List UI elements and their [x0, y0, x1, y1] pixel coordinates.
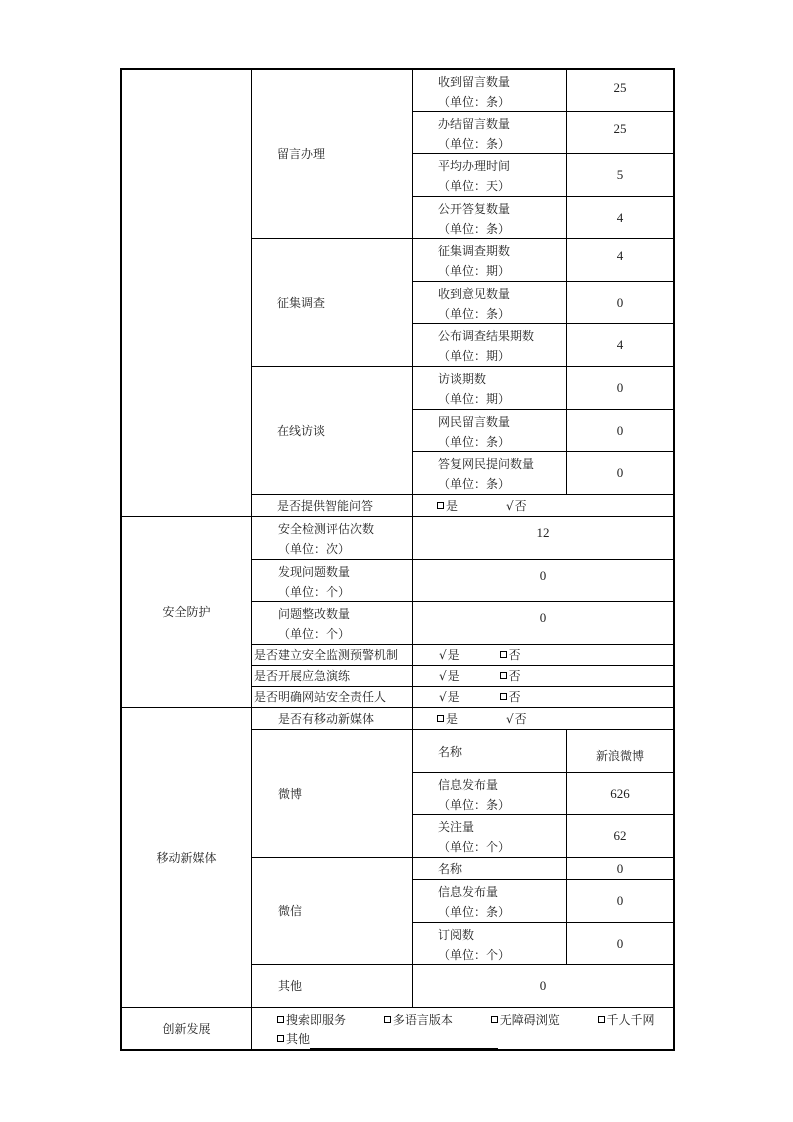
- option-yes-checked: √是: [439, 669, 460, 683]
- checkbox-empty-icon: [500, 672, 507, 679]
- other-blank-line: [310, 1035, 498, 1049]
- option-no: 否: [500, 687, 521, 707]
- value-other: 0: [412, 964, 675, 1008]
- group-wechat: 微信: [251, 857, 413, 965]
- label-security-fixed: 问题整改数量 （单位：个）: [251, 601, 413, 645]
- label-wechat-posts: 信息发布量 （单位：条）: [412, 879, 567, 923]
- section-cell-top: [120, 68, 252, 517]
- innovation-options: [251, 1007, 675, 1051]
- option-accessible: 无障碍浏览: [491, 1013, 560, 1027]
- value-security-assess: 12: [412, 516, 675, 560]
- options-has-mobile: [412, 707, 675, 730]
- group-messages: 留言办理: [251, 68, 413, 239]
- value-resolved-messages: 25: [566, 111, 675, 154]
- section-innovation: 创新发展: [120, 1007, 252, 1051]
- value-wechat-subs: 0: [566, 922, 675, 965]
- value-netizen-messages: 0: [566, 409, 675, 452]
- group-other: 其他: [251, 964, 413, 1008]
- label-resolved-messages: 办结留言数量 （单位：条）: [412, 111, 567, 154]
- group-weibo: 微博: [251, 729, 413, 858]
- value-answers: 0: [566, 451, 675, 495]
- label-avg-time: 平均办理时间 （单位：天）: [412, 153, 567, 197]
- label-survey-results: 公布调查结果期数 （单位：期）: [412, 323, 567, 367]
- checkbox-empty-icon: [437, 502, 444, 509]
- checkbox-empty-icon: [491, 1016, 498, 1023]
- section-mobile: 移动新媒体: [120, 707, 252, 1008]
- value-weibo-name: 新浪微博: [566, 729, 675, 773]
- option-yes-checked: √是: [439, 690, 460, 704]
- options-security-warning: [412, 644, 675, 666]
- option-yes: 是: [437, 496, 458, 516]
- option-personalized: 千人千网: [598, 1013, 655, 1027]
- label-public-reply: 公开答复数量 （单位：条）: [412, 196, 567, 239]
- options-security-drill: [412, 665, 675, 687]
- checkbox-empty-icon: [437, 715, 444, 722]
- option-no-checked: √否: [506, 498, 527, 513]
- section-security: 安全防护: [120, 516, 252, 708]
- check-mark-icon: √: [506, 498, 514, 513]
- label-weibo-name: 名称: [412, 729, 567, 773]
- statistics-table: [120, 68, 675, 1051]
- innovation-row-2: [277, 1030, 673, 1049]
- label-wechat-name: 名称: [412, 857, 567, 880]
- option-no-checked: √否: [506, 711, 527, 726]
- check-mark-icon: √: [439, 669, 447, 683]
- value-wechat-posts: 0: [566, 879, 675, 923]
- check-mark-icon: √: [439, 690, 447, 704]
- option-yes: 是: [437, 709, 458, 729]
- label-netizen-messages: 网民留言数量 （单位：条）: [412, 409, 567, 452]
- label-smart-answer: 是否提供智能问答: [251, 494, 413, 517]
- label-weibo-followers: 关注量 （单位：个）: [412, 814, 567, 858]
- check-mark-icon: √: [506, 711, 514, 726]
- check-mark-icon: √: [439, 648, 447, 662]
- checkbox-empty-icon: [500, 651, 507, 658]
- option-no: 否: [500, 645, 521, 665]
- label-opinions: 收到意见数量 （单位：条）: [412, 281, 567, 324]
- label-security-drill: 是否开展应急演练: [251, 665, 413, 687]
- label-security-warning: 是否建立安全监测预警机制: [251, 644, 413, 666]
- innovation-row-1: [277, 1011, 673, 1030]
- label-received-messages: 收到留言数量 （单位：条）: [412, 68, 567, 112]
- label-security-issues: 发现问题数量 （单位：个）: [251, 559, 413, 602]
- value-avg-time: 5: [566, 153, 675, 197]
- option-other: 其他: [277, 1032, 498, 1046]
- value-survey-periods: 4: [566, 238, 675, 282]
- value-security-fixed: 0: [412, 601, 675, 645]
- options-security-responsible: [412, 686, 675, 708]
- value-weibo-followers: 62: [566, 814, 675, 858]
- value-survey-results: 4: [566, 323, 675, 367]
- option-multilang: 多语言版本: [384, 1013, 453, 1027]
- value-opinions: 0: [566, 281, 675, 324]
- option-search-service: 搜索即服务: [277, 1013, 346, 1027]
- checkbox-empty-icon: [277, 1035, 284, 1042]
- checkbox-empty-icon: [384, 1016, 391, 1023]
- label-wechat-subs: 订阅数 （单位：个）: [412, 922, 567, 965]
- option-yes-checked: √是: [439, 648, 460, 662]
- label-security-responsible: 是否明确网站安全责任人: [251, 686, 413, 708]
- label-weibo-posts: 信息发布量 （单位：条）: [412, 772, 567, 815]
- label-survey-periods: 征集调查期数 （单位：期）: [412, 238, 567, 282]
- value-security-issues: 0: [412, 559, 675, 602]
- value-received-messages: 25: [566, 68, 675, 112]
- label-security-assess: 安全检测评估次数 （单位：次）: [251, 516, 413, 560]
- label-answers: 答复网民提问数量 （单位：条）: [412, 451, 567, 495]
- value-interview-periods: 0: [566, 366, 675, 410]
- group-interview: 在线访谈: [251, 366, 413, 495]
- value-public-reply: 4: [566, 196, 675, 239]
- label-interview-periods: 访谈期数 （单位：期）: [412, 366, 567, 410]
- value-wechat-name: 0: [566, 857, 675, 880]
- checkbox-empty-icon: [277, 1016, 284, 1023]
- options-smart-answer: [412, 494, 675, 517]
- label-has-mobile: 是否有移动新媒体: [251, 707, 413, 730]
- checkbox-empty-icon: [500, 693, 507, 700]
- group-survey: 征集调查: [251, 238, 413, 367]
- value-weibo-posts: 626: [566, 772, 675, 815]
- checkbox-empty-icon: [598, 1016, 605, 1023]
- option-no: 否: [500, 666, 521, 686]
